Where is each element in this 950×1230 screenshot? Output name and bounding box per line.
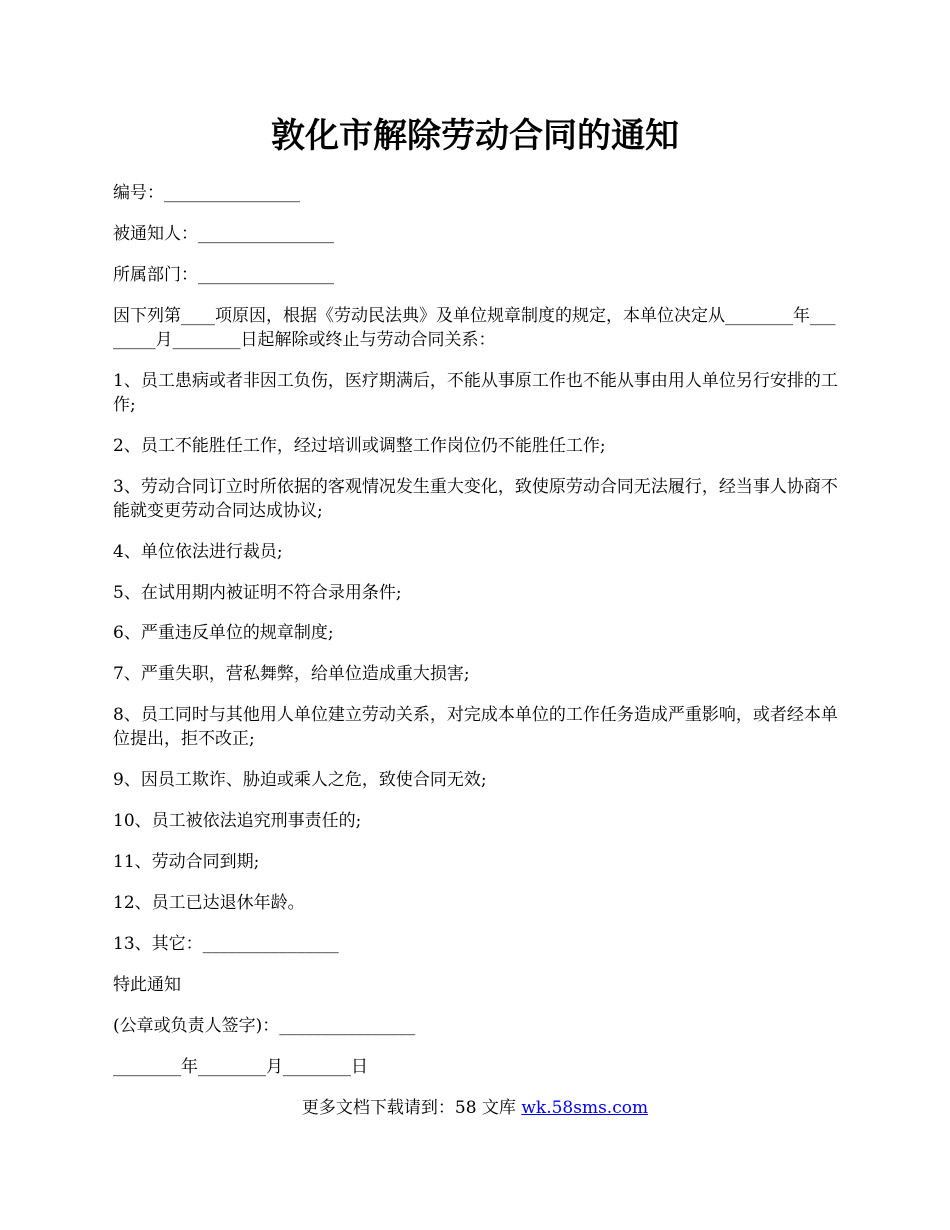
reason-item: 13、其它：________________: [113, 934, 339, 954]
serial-number-field: 编号：________________: [113, 183, 300, 203]
reason-item: 7、严重失职，营私舞弊，给单位造成重大损害;: [113, 664, 470, 684]
department-field: 所属部门：________________: [113, 265, 334, 285]
reason-item: 10、员工被依法追究刑事责任的;: [113, 811, 362, 831]
reason-item: 12、员工已达退休年龄。: [113, 893, 305, 913]
reason-item: 9、因员工欺诈、胁迫或乘人之危，致使合同无效;: [113, 770, 487, 790]
reason-item: 11、劳动合同到期;: [113, 852, 260, 872]
date-field: ________年________月________日: [113, 1057, 368, 1077]
intro-paragraph: 因下列第____项原因，根据《劳动民法典》及单位规章制度的规定，本单位决定从________年________月________日起解除或终止与劳动合同关系：: [113, 306, 836, 350]
footer-download-note: [0, 1096, 950, 1120]
reason-item: 4、单位依法进行裁员;: [113, 542, 283, 562]
footer-link[interactable]: wk.58sms.com: [521, 1098, 649, 1118]
reason-item: 5、在试用期内被证明不符合录用条件;: [113, 583, 402, 603]
closing-text: 特此通知: [113, 975, 181, 995]
reason-item: 6、严重违反单位的规章制度;: [113, 623, 334, 643]
reason-item: 8、员工同时与其他用人单位建立劳动关系，对完成本单位的工作任务造成严重影响，或者经本单位提出，拒不改正;: [113, 705, 838, 749]
reason-item: 3、劳动合同订立时所依据的客观情况发生重大变化，致使原劳动合同无法履行，经当事人协商不能就变更劳动合同达成协议;: [113, 477, 838, 521]
document-title: 敦化市解除劳动合同的通知: [271, 116, 679, 156]
reason-item: 2、员工不能胜任工作，经过培训或调整工作岗位仍不能胜任工作;: [113, 436, 606, 456]
footer-prefix: 更多文档下载请到：58 文库: [301, 1098, 522, 1118]
signature-field: (公章或负责人签字)：________________: [113, 1016, 416, 1036]
notified-person-field: 被通知人：________________: [113, 224, 334, 244]
reason-item: 1、员工患病或者非因工负伤，医疗期满后，不能从事原工作也不能从事由用人单位另行安排的工作;: [113, 371, 838, 415]
